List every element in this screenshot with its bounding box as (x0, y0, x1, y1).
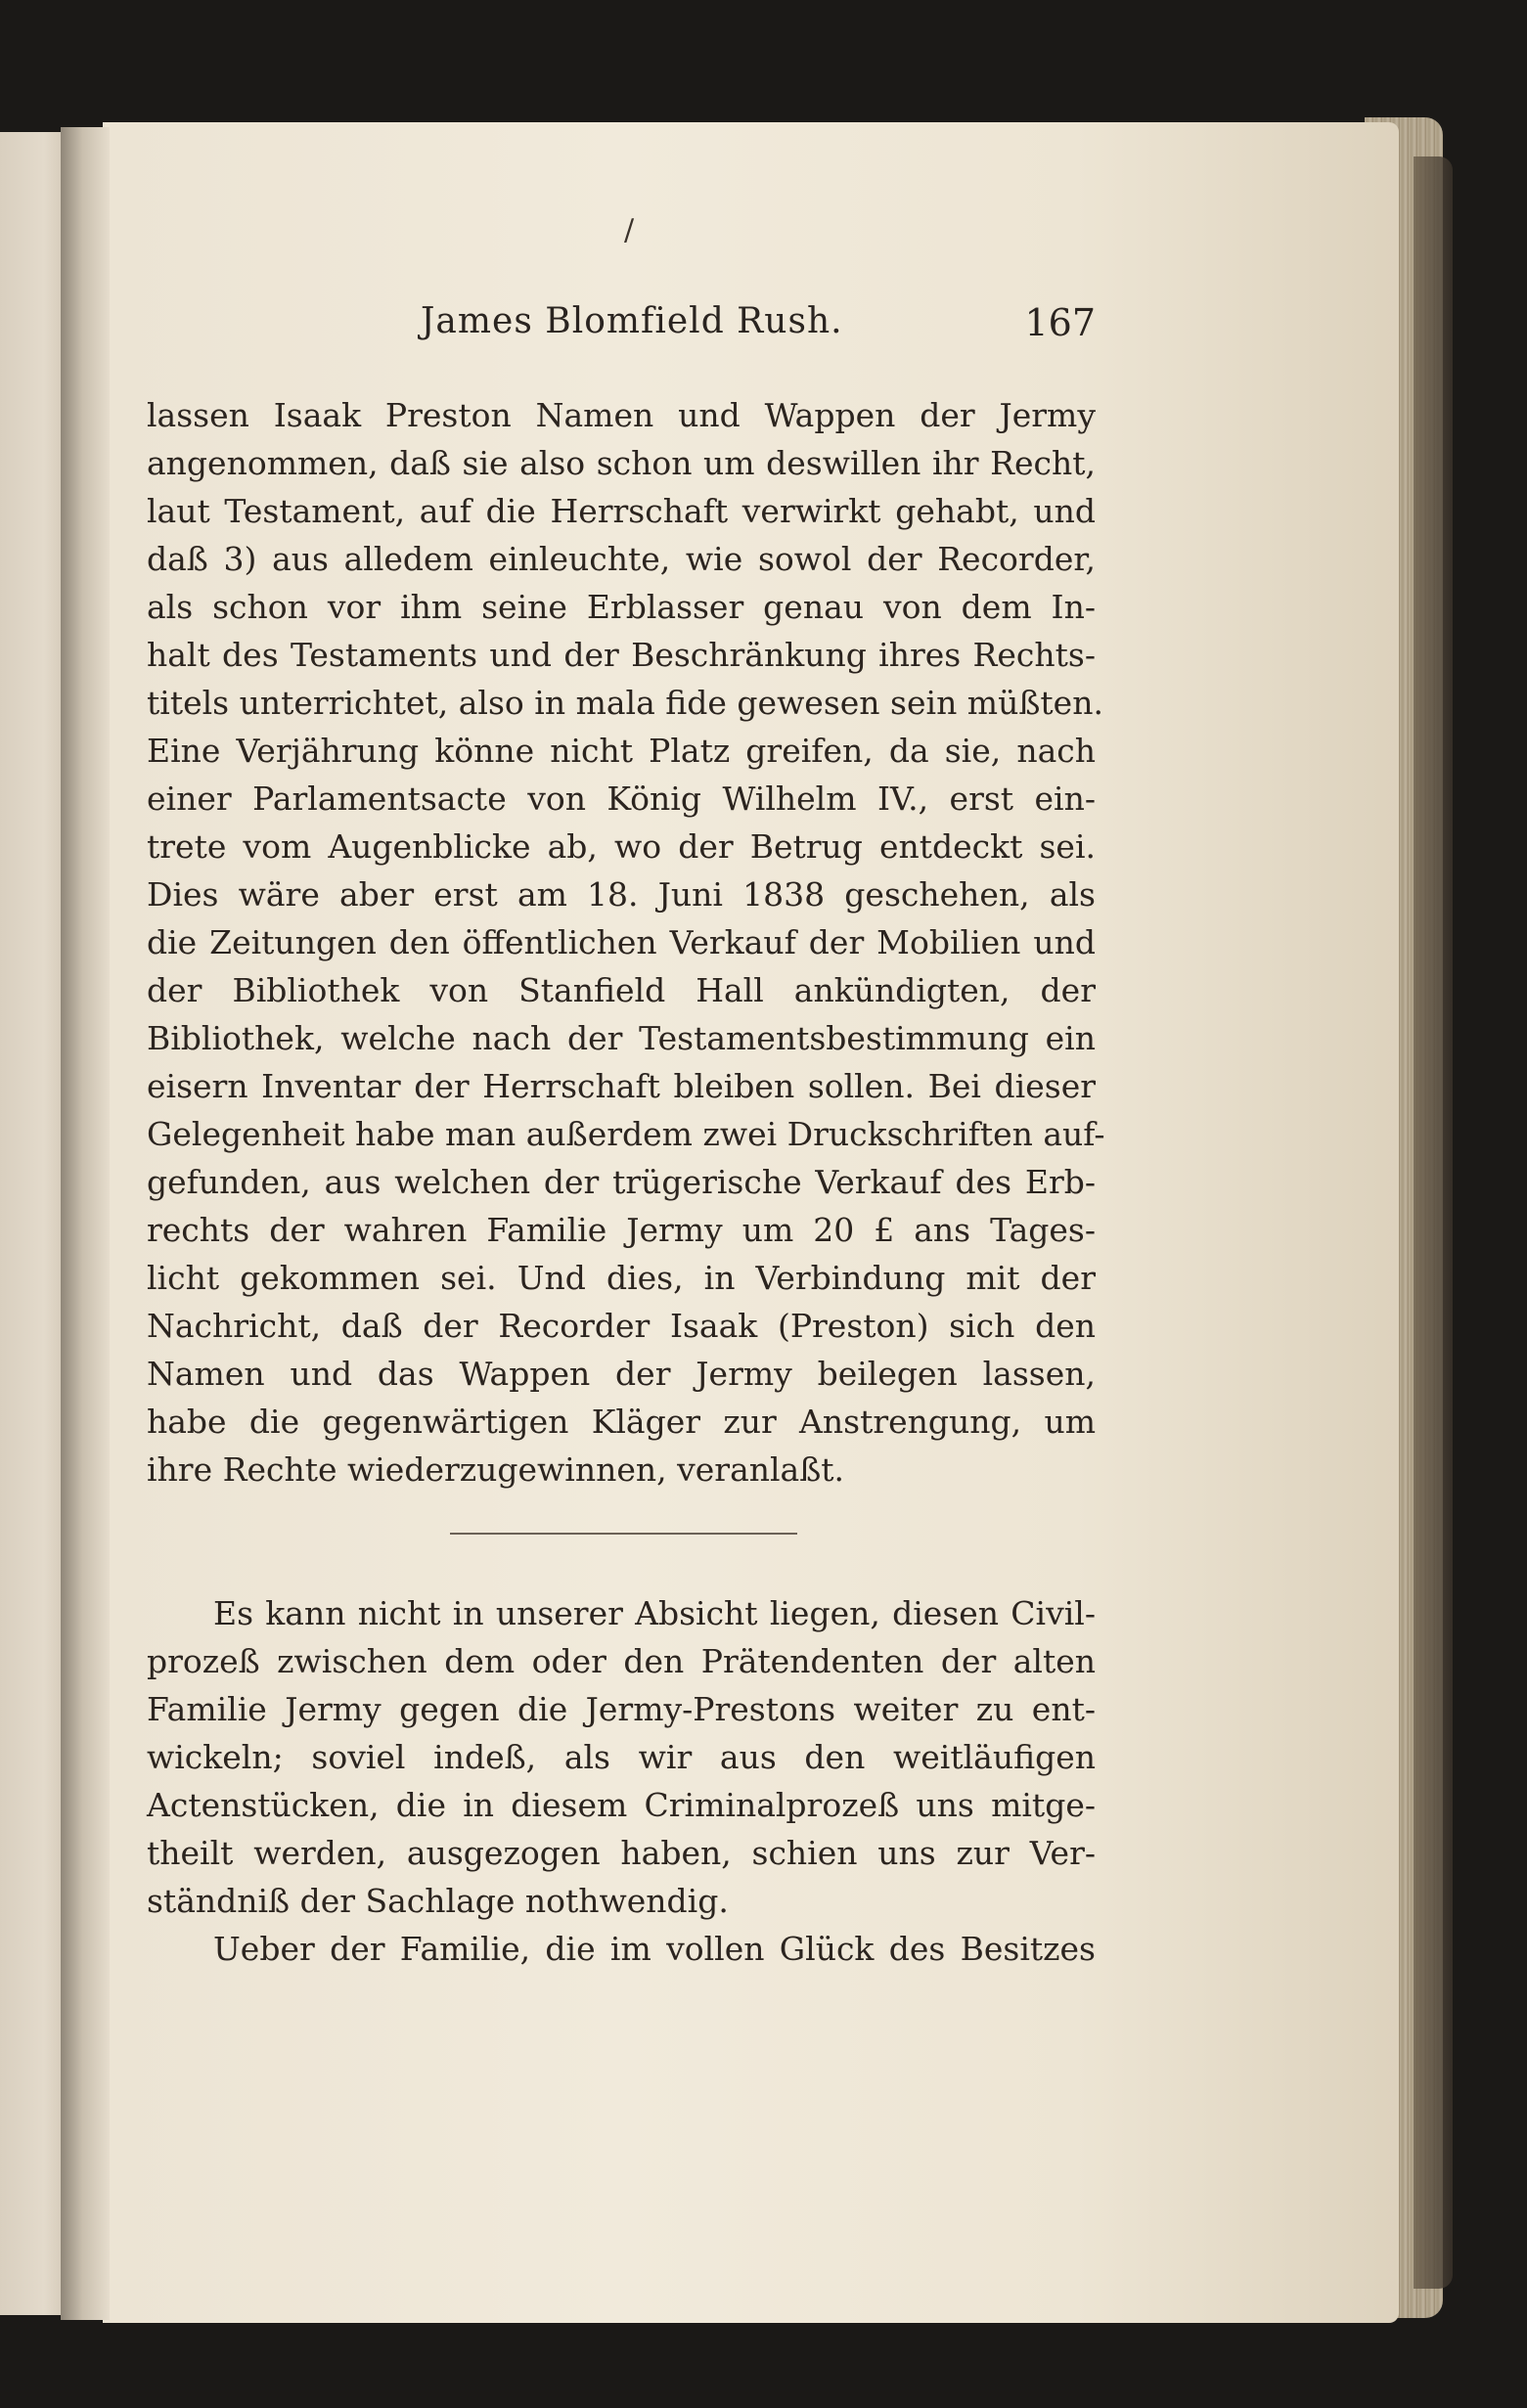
book-gutter (61, 127, 110, 2320)
text-line: Familie Jermy gegen die Jermy-Prestons weiter zu ent- (147, 1690, 1096, 1728)
page-mark: / (624, 213, 635, 247)
text-line: lassen Isaak Preston Namen und Wappen der Jermy (147, 396, 1096, 434)
paragraph-2 (147, 1589, 1096, 1925)
text-line: Eine Verjährung könne nicht Platz greifen, da sie, nach (147, 732, 1096, 770)
text-line: habe die gegenwärtigen Kläger zur Anstrengung, um (147, 1403, 1096, 1441)
text-line: Namen und das Wappen der Jermy beilegen lassen, (147, 1355, 1096, 1393)
section-divider (450, 1533, 797, 1535)
text-line: Es kann nicht in unserer Absicht liegen, diesen Civil- (213, 1594, 1096, 1632)
text-line: der Bibliothek von Stanfield Hall ankündigten, der (147, 971, 1096, 1009)
text-line: prozeß zwischen dem oder den Prätendenten der alten (147, 1642, 1096, 1680)
text-line: Dies wäre aber erst am 18. Juni 1838 geschehen, als (147, 875, 1096, 914)
page-number: 167 (1024, 301, 1096, 344)
text-line: ständniß der Sachlage nothwendig. (147, 1882, 729, 1920)
text-line: Bibliothek, welche nach der Testamentsbestimmung ein (147, 1019, 1096, 1057)
paragraph-3 (147, 1925, 1096, 1973)
text-line: theilt werden, ausgezogen haben, schien uns zur Ver- (147, 1834, 1096, 1872)
text-line: wickeln; soviel indeß, als wir aus den weitläufigen (147, 1738, 1096, 1776)
running-title: James Blomfield Rush. (421, 301, 843, 341)
text-line: als schon vor ihm seine Erblasser genau von dem In- (147, 588, 1096, 626)
cover-edge (1414, 156, 1453, 2289)
text-line: angenommen, daß sie also schon um deswillen ihr Recht, (147, 444, 1096, 482)
text-line: Ueber der Familie, die im vollen Glück des Besitzes (213, 1930, 1096, 1968)
text-line: trete vom Augenblicke ab, wo der Betrug entdeckt sei. (147, 827, 1096, 866)
text-line: Actenstücken, die in diesem Criminalprozeß uns mitge- (147, 1786, 1096, 1824)
text-line: rechts der wahren Familie Jermy um 20 £ ans Tages- (147, 1211, 1096, 1249)
text-line: ihre Rechte wiederzugewinnen, veranlaßt. (147, 1450, 845, 1489)
text-line: licht gekommen sei. Und dies, in Verbindung mit der (147, 1259, 1096, 1297)
text-line: halt des Testaments und der Beschränkung ihres Rechts- (147, 636, 1096, 674)
text-line: einer Parlamentsacte von König Wilhelm IV., erst ein- (147, 780, 1096, 818)
text-line: laut Testament, auf die Herrschaft verwirkt gehabt, und (147, 492, 1096, 530)
text-line: Nachricht, daß der Recorder Isaak (Preston) sich den (147, 1307, 1096, 1345)
text-line: gefunden, aus welchen der trügerische Verkauf des Erb- (147, 1163, 1096, 1201)
text-line: daß 3) aus alledem einleuchte, wie sowol der Recorder, (147, 540, 1096, 578)
text-line: die Zeitungen den öffentlichen Verkauf der Mobilien und (147, 923, 1096, 961)
text-line: Gelegenheit habe man außerdem zwei Druckschriften auf- (147, 1115, 1105, 1153)
page-header (147, 301, 1096, 360)
text-line: titels unterrichtet, also in mala fide gewesen sein müßten. (147, 684, 1103, 722)
text-line: eisern Inventar der Herrschaft bleiben sollen. Bei dieser (147, 1067, 1096, 1105)
paragraph-1 (147, 391, 1105, 1494)
